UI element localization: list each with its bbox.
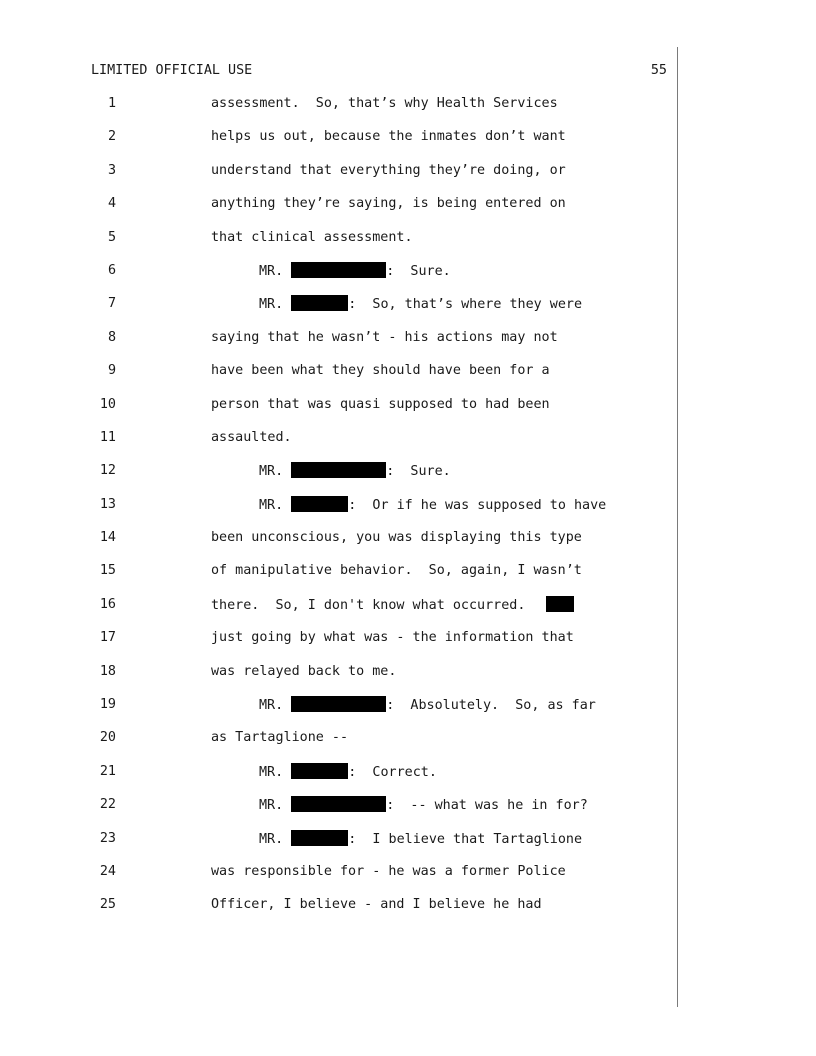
line-number: 3: [107, 162, 116, 178]
line-text: as Tartaglione --: [211, 730, 349, 746]
line-text: assessment. So, that’s why Health Services: [211, 96, 558, 111]
redaction-block: [291, 796, 386, 812]
speaker-text: : So, that’s where they were: [348, 297, 583, 313]
transcript-line: [0, 629, 677, 662]
speaker-text: : Absolutely. So, as far: [386, 698, 596, 714]
redaction-block: [291, 295, 348, 311]
transcript-line: [0, 262, 677, 295]
transcript-line: [0, 529, 677, 562]
redaction-block: [546, 596, 574, 612]
redaction-block: [291, 830, 348, 846]
speaker-line: [259, 262, 451, 280]
transcript-line: [0, 429, 677, 462]
line-number: 11: [99, 429, 116, 445]
speaker-line: [259, 796, 588, 814]
transcript-line: [0, 462, 677, 495]
speaker-prefix: MR.: [259, 297, 292, 313]
speaker-prefix: MR.: [259, 464, 292, 480]
line-text: understand that everything they’re doing, or: [211, 162, 566, 178]
transcript-line: [0, 663, 677, 696]
transcript-line: [0, 896, 677, 929]
line-number: 1: [107, 96, 116, 111]
line-text: saying that he wasn’t - his actions may not: [211, 329, 558, 345]
line-text-with-redaction: [211, 596, 574, 614]
speaker-line: [259, 830, 582, 848]
redaction-block: [291, 496, 348, 512]
speaker-text: : I believe that Tartaglione: [348, 831, 583, 847]
line-text: anything they’re saying, is being entered on: [211, 196, 566, 212]
line-number: 6: [107, 262, 116, 278]
speaker-line: [259, 496, 606, 514]
line-text: Officer, I believe - and I believe he had: [211, 897, 542, 913]
line-number: 23: [99, 830, 116, 846]
transcript-line: [0, 596, 677, 629]
redaction-block: [291, 696, 386, 712]
transcript-line: [0, 562, 677, 595]
line-number: 18: [99, 663, 116, 679]
line-text: there. So, I don't know what occurred.: [211, 597, 526, 613]
page-number: 55: [650, 63, 667, 78]
speaker-prefix: MR.: [259, 263, 292, 279]
transcript-line: [0, 696, 677, 729]
line-number: 12: [99, 463, 116, 479]
transcript-line: [0, 830, 677, 863]
transcript-line: [0, 195, 677, 228]
line-number: 9: [107, 363, 116, 379]
line-number: 24: [99, 863, 116, 879]
transcript-line: [0, 95, 677, 128]
transcript-line: [0, 796, 677, 829]
redaction-block: [291, 763, 348, 779]
speaker-text: : Sure.: [386, 464, 451, 480]
transcript-line: [0, 729, 677, 762]
speaker-line: [259, 763, 437, 781]
line-text: helps us out, because the inmates don’t want: [211, 129, 566, 145]
speaker-line: [259, 696, 596, 714]
speaker-prefix: MR.: [259, 698, 292, 714]
speaker-text: : Correct.: [348, 764, 437, 780]
speaker-text: : Sure.: [386, 263, 451, 279]
line-text: of manipulative behavior. So, again, I wasn’t: [211, 563, 582, 579]
line-number: 10: [99, 396, 116, 412]
line-text: that clinical assessment.: [211, 229, 413, 245]
line-number: 13: [99, 496, 116, 512]
line-text: assaulted.: [211, 429, 292, 445]
line-text: was responsible for - he was a former Police: [211, 863, 566, 879]
transcript-line: [0, 396, 677, 429]
line-text: have been what they should have been for a: [211, 363, 550, 379]
speaker-line: [259, 462, 451, 480]
line-number: 21: [99, 763, 116, 779]
redaction-block: [291, 462, 386, 478]
line-number: 8: [107, 329, 116, 345]
speaker-text: : -- what was he in for?: [386, 798, 588, 814]
transcript-lines: [0, 95, 677, 930]
speaker-prefix: MR.: [259, 764, 292, 780]
line-number: 2: [107, 129, 116, 145]
line-number: 15: [99, 563, 116, 579]
transcript-line: [0, 763, 677, 796]
speaker-prefix: MR.: [259, 831, 292, 847]
transcript-line: [0, 496, 677, 529]
line-number: 17: [99, 630, 116, 646]
line-number: 4: [107, 196, 116, 212]
line-number: 16: [99, 596, 116, 612]
transcript-line: [0, 329, 677, 362]
line-text: person that was quasi supposed to had been: [211, 396, 550, 412]
line-text: just going by what was - the information that: [211, 630, 574, 646]
transcript-line: [0, 863, 677, 896]
line-number: 19: [99, 697, 116, 713]
right-margin-rule: [677, 47, 678, 1007]
line-number: 14: [99, 530, 116, 546]
speaker-prefix: MR.: [259, 497, 292, 513]
redaction-block: [291, 262, 386, 278]
line-number: 25: [99, 897, 116, 913]
line-number: 5: [107, 229, 116, 245]
transcript-line: [0, 128, 677, 161]
transcript-line: [0, 362, 677, 395]
line-number: 7: [107, 296, 116, 312]
transcript-line: [0, 162, 677, 195]
line-text: been unconscious, you was displaying this type: [211, 530, 582, 546]
speaker-prefix: MR.: [259, 798, 292, 814]
classification-header: LIMITED OFFICIAL USE: [91, 63, 253, 78]
speaker-line: [259, 295, 582, 313]
transcript-line: [0, 295, 677, 328]
line-text: was relayed back to me.: [211, 663, 397, 679]
line-number: 22: [99, 797, 116, 813]
line-number: 20: [99, 730, 116, 746]
transcript-line: [0, 229, 677, 262]
speaker-text: : Or if he was supposed to have: [348, 497, 607, 513]
